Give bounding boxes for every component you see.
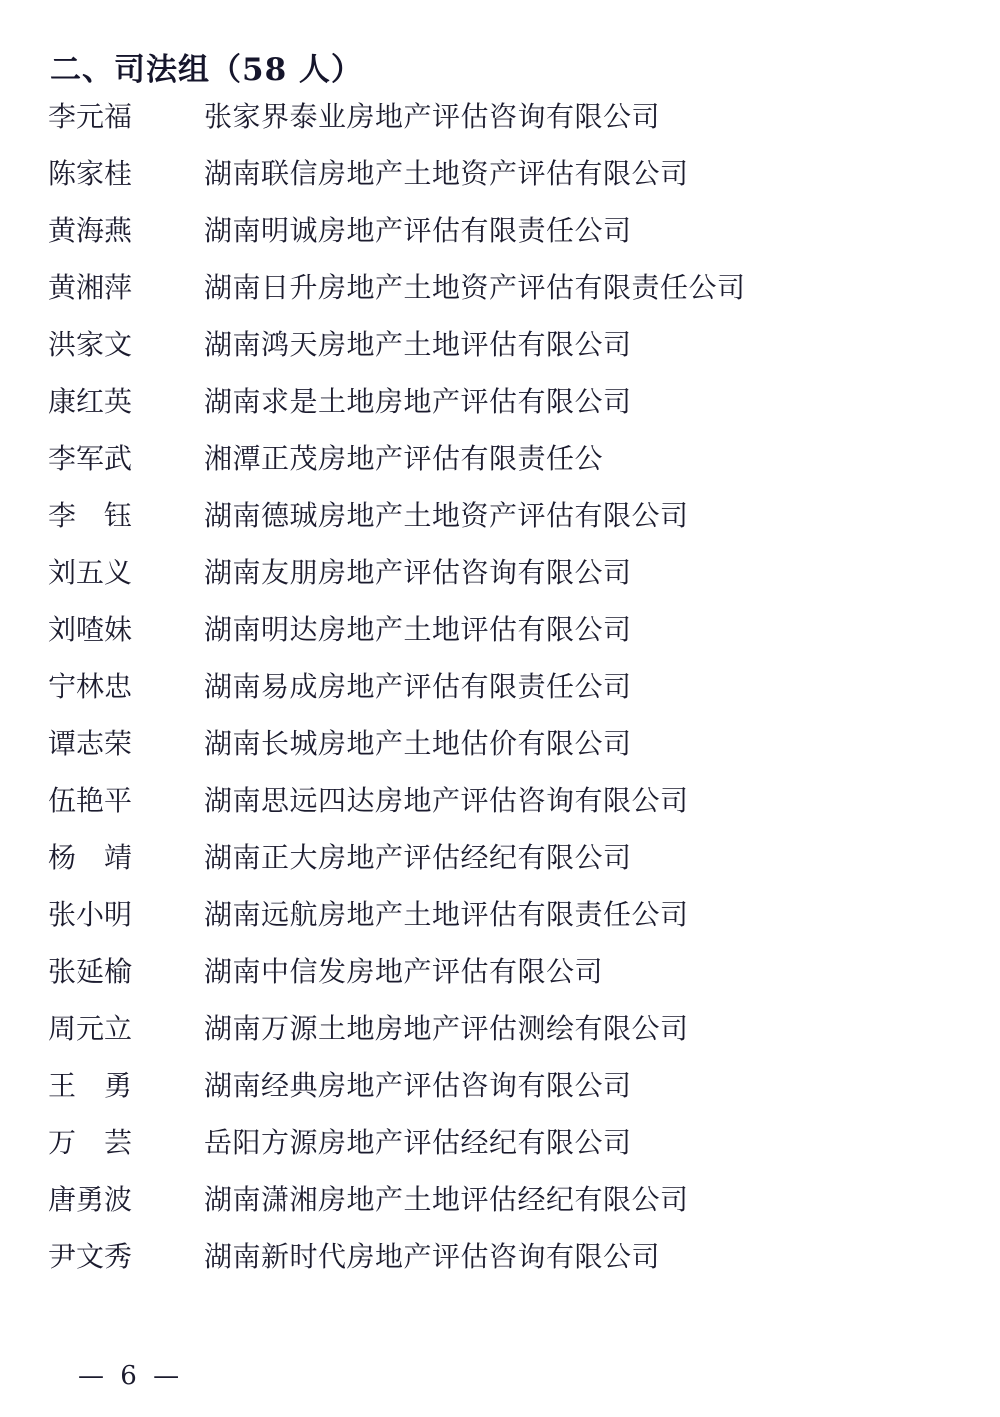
entry-organization: 湖南经典房地产评估咨询有限公司 bbox=[204, 1069, 632, 1102]
list-item bbox=[44, 1007, 940, 1064]
entry-organization: 张家界泰业房地产评估咨询有限公司 bbox=[204, 100, 661, 133]
entry-organization: 湖南潇湘房地产土地评估经纪有限公司 bbox=[204, 1183, 689, 1216]
list-item bbox=[44, 95, 940, 152]
list-item bbox=[44, 722, 940, 779]
list-item bbox=[44, 380, 940, 437]
page-number: — 6 — bbox=[78, 1361, 184, 1391]
list-item bbox=[44, 893, 940, 950]
entry-name: 陈家桂 bbox=[48, 157, 133, 190]
list-item bbox=[44, 1178, 940, 1235]
list-item bbox=[44, 1064, 940, 1121]
entry-organization: 湖南长城房地产土地估价有限公司 bbox=[204, 727, 632, 760]
entry-organization: 湖南联信房地产土地资产评估有限公司 bbox=[204, 157, 689, 190]
entry-organization: 湖南鸿天房地产土地评估有限公司 bbox=[204, 328, 632, 361]
list-item bbox=[44, 152, 940, 209]
entry-name: 刘喳妹 bbox=[48, 613, 133, 646]
entry-organization: 湖南求是土地房地产评估有限公司 bbox=[204, 385, 632, 418]
entry-name: 刘五义 bbox=[48, 556, 133, 589]
entry-name: 万 芸 bbox=[48, 1126, 133, 1159]
list-item bbox=[44, 323, 940, 380]
list-item bbox=[44, 608, 940, 665]
entry-name: 伍艳平 bbox=[48, 784, 133, 817]
entry-organization: 湖南友朋房地产评估咨询有限公司 bbox=[204, 556, 632, 589]
appraiser-list bbox=[44, 95, 940, 1292]
entry-name: 尹文秀 bbox=[48, 1240, 133, 1273]
list-item bbox=[44, 266, 940, 323]
entry-name: 李军武 bbox=[48, 442, 133, 475]
entry-name: 谭志荣 bbox=[48, 727, 133, 760]
entry-organization: 湖南明达房地产土地评估有限公司 bbox=[204, 613, 632, 646]
entry-organization: 湖南日升房地产土地资产评估有限责任公司 bbox=[204, 271, 746, 304]
list-item bbox=[44, 779, 940, 836]
entry-name: 王 勇 bbox=[48, 1069, 133, 1102]
entry-name: 周元立 bbox=[48, 1012, 133, 1045]
entry-organization: 湖南德珹房地产土地资产评估有限公司 bbox=[204, 499, 689, 532]
list-item bbox=[44, 950, 940, 1007]
entry-organization: 湖南远航房地产土地评估有限责任公司 bbox=[204, 898, 689, 931]
page-title: 二、司法组（58 人） bbox=[50, 52, 363, 88]
list-item bbox=[44, 665, 940, 722]
list-item bbox=[44, 209, 940, 266]
entry-name: 张小明 bbox=[48, 898, 133, 931]
entry-name: 康红英 bbox=[48, 385, 133, 418]
list-item bbox=[44, 1121, 940, 1178]
entry-name: 宁林忠 bbox=[48, 670, 133, 703]
list-item bbox=[44, 551, 940, 608]
entry-organization: 湖南新时代房地产评估咨询有限公司 bbox=[204, 1240, 661, 1273]
list-item bbox=[44, 836, 940, 893]
entry-name: 黄湘萍 bbox=[48, 271, 133, 304]
entry-name: 洪家文 bbox=[48, 328, 133, 361]
entry-organization: 湖南中信发房地产评估有限公司 bbox=[204, 955, 604, 988]
entry-organization: 湘潭正茂房地产评估有限责任公 bbox=[204, 442, 604, 475]
entry-name: 张延榆 bbox=[48, 955, 133, 988]
entry-name: 李 钰 bbox=[48, 499, 133, 532]
entry-organization: 湖南明诚房地产评估有限责任公司 bbox=[204, 214, 632, 247]
entry-organization: 岳阳方源房地产评估经纪有限公司 bbox=[204, 1126, 632, 1159]
entry-name: 黄海燕 bbox=[48, 214, 133, 247]
entry-organization: 湖南正大房地产评估经纪有限公司 bbox=[204, 841, 632, 874]
list-item bbox=[44, 437, 940, 494]
entry-organization: 湖南易成房地产评估有限责任公司 bbox=[204, 670, 632, 703]
entry-organization: 湖南万源土地房地产评估测绘有限公司 bbox=[204, 1012, 689, 1045]
entry-organization: 湖南思远四达房地产评估咨询有限公司 bbox=[204, 784, 689, 817]
entry-name: 唐勇波 bbox=[48, 1183, 133, 1216]
entry-name: 杨 靖 bbox=[48, 841, 133, 874]
list-item bbox=[44, 1235, 940, 1292]
entry-name: 李元福 bbox=[48, 100, 133, 133]
list-item bbox=[44, 494, 940, 551]
